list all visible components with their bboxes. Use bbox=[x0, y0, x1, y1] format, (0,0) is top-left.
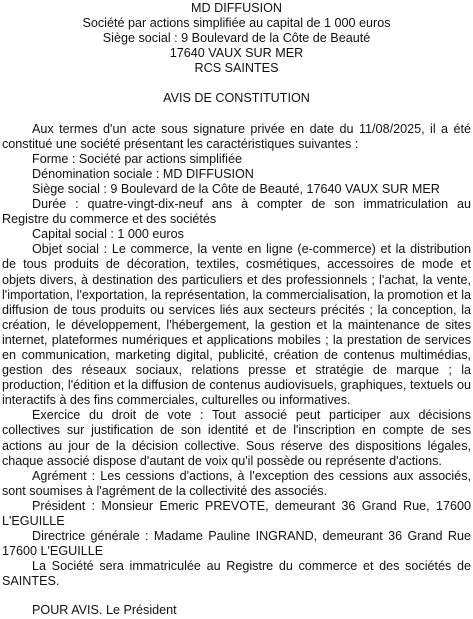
agrement-paragraph: Agrément : Les cessions d'actions, à l'exception des cessions aux associés, sont soumises à l'agrément de la collectivité des associés. bbox=[2, 468, 471, 498]
intro-paragraph: Aux termes d'un acte sous signature privée en date du 11/08/2025, il a été constitué une société présentant les caractéristiques suivantes : bbox=[2, 121, 471, 151]
president-paragraph: Président : Monsieur Emeric PREVOTE, demeurant 36 Grand Rue, 17600 L'EGUILLE bbox=[2, 498, 471, 528]
forme-paragraph: Forme : Société par actions simplifiée bbox=[32, 151, 242, 166]
company-form-capital: Société par actions simplifiée au capital de 1 000 euros bbox=[82, 16, 391, 31]
company-rcs: RCS SAINTES bbox=[194, 61, 279, 76]
signature-line: POUR AVIS. Le Président bbox=[32, 603, 177, 618]
legal-notice bbox=[0, 1, 473, 618]
objet-paragraph: Objet social : Le commerce, la vente en ligne (e-commerce) et la distribution de tous produits de décoration, textiles, cosmétiques, accessoires de mode et objets divers, à destination des particuliers et des professionnels ; l'achat, la vente, l'importation, l'exportation, la représentation, la commercialisation, la promotion et la diffusion de tous produits ou services liés aux secteurs précités ; la conception, la création, le développement, l'hébergement, la gestion et la maintenance de sites internet, plateformes numériques et applications mobiles ; la prestation de services en communication, marketing digital, publicité, création de contenus multimédias, gestion des réseaux sociaux, relations presse et stratégie de marque ; la production, l'édition et la diffusion de contenus audiovisuels, graphiques, textuels ou interactifs à des fins commerciales, culturelles ou informatives. bbox=[2, 242, 471, 408]
company-address-street: Siège social : 9 Boulevard de la Côte de Beauté bbox=[102, 31, 371, 46]
vote-paragraph: Exercice du droit de vote : Tout associé peut participer aux décisions collectives sur justification de son identité et de l'inscription en compte de ses actions au jour de la décision collective. Sous réserve des dispositions légales, chaque associé dispose d'autant de voix qu'il possède ou représente d'actions. bbox=[2, 408, 471, 468]
company-address-city: 17640 VAUX SUR MER bbox=[169, 46, 304, 61]
denomination-paragraph: Dénomination sociale : MD DIFFUSION bbox=[32, 166, 254, 181]
capital-paragraph: Capital social : 1 000 euros bbox=[32, 227, 184, 242]
notice-title: AVIS DE CONSTITUTION bbox=[163, 91, 310, 106]
notice-body bbox=[2, 122, 471, 590]
immatriculation-paragraph: La Société sera immatriculée au Registre du commerce et des sociétés de SAINTES. bbox=[2, 559, 471, 589]
company-name: MD DIFFUSION bbox=[191, 1, 282, 15]
siege-paragraph: Siège social : 9 Boulevard de la Côte de Beauté, 17640 VAUX SUR MER bbox=[32, 181, 440, 196]
duree-paragraph: Durée : quatre-vingt-dix-neuf ans à compter de son immatriculation au Registre du commerce et des sociétés bbox=[2, 197, 471, 227]
directrice-paragraph: Directrice générale : Madame Pauline INGRAND, demeurant 36 Grand Rue 17600 L'EGUILLE bbox=[2, 529, 471, 559]
company-header bbox=[2, 1, 471, 76]
